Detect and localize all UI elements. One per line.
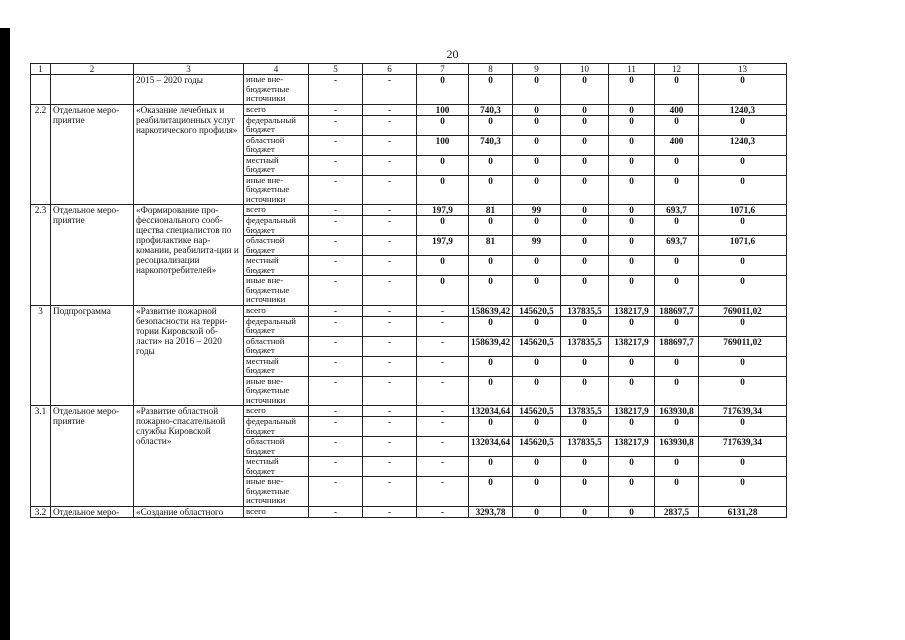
program-name: «Оказание лечебных и реабилитационных услуг наркотического профиля» [134,104,244,205]
funding-source: местный бюджет [244,457,309,477]
program-name: «Развитие пожарной безопасности на терри-тории Кировской об-ласти» на 2016 – 2020 годы [134,305,244,406]
amount-cell: 0 [561,75,609,105]
amount-cell: 0 [699,276,787,306]
amount-cell: 158639,42 [469,336,513,356]
amount-cell: 0 [469,75,513,105]
amount-cell: - [363,305,417,316]
amount-cell: 100 [417,135,469,155]
amount-cell: - [363,406,417,417]
amount-cell: 0 [609,175,655,205]
amount-cell: - [309,316,363,336]
amount-cell: - [309,506,363,517]
column-number: 12 [655,64,699,75]
row-number [31,75,51,105]
amount-cell: 400 [655,135,699,155]
amount-cell: - [363,437,417,457]
event-type [51,75,134,105]
amount-cell: - [417,316,469,336]
amount-cell: 132034,64 [469,406,513,417]
amount-cell: - [363,75,417,105]
amount-cell: 0 [655,316,699,336]
amount-cell: - [309,104,363,115]
amount-cell: 0 [699,376,787,406]
amount-cell: 0 [699,75,787,105]
amount-cell: 145620,5 [513,336,561,356]
column-number: 7 [417,64,469,75]
amount-cell: 0 [609,316,655,336]
amount-cell: 3293,78 [469,506,513,517]
amount-cell: 163930,8 [655,406,699,417]
table-body [31,64,787,518]
funding-source: местный бюджет [244,256,309,276]
amount-cell: - [309,356,363,376]
amount-cell: - [363,356,417,376]
column-number: 9 [513,64,561,75]
row-number: 3 [31,305,51,406]
funding-source: всего [244,104,309,115]
amount-cell: 0 [609,75,655,105]
row-number: 2.3 [31,205,51,306]
amount-cell: - [309,175,363,205]
amount-cell: 163930,8 [655,437,699,457]
amount-cell: 99 [513,205,561,216]
amount-cell: 0 [609,205,655,216]
amount-cell: - [309,236,363,256]
funding-source: иные вне-бюджетные источники [244,175,309,205]
funding-source: иные вне-бюджетные источники [244,276,309,306]
amount-cell: 0 [417,155,469,175]
funding-source: всего [244,205,309,216]
amount-cell: 197,9 [417,236,469,256]
amount-cell: 0 [655,417,699,437]
amount-cell: 0 [513,276,561,306]
amount-cell: 0 [513,155,561,175]
amount-cell: 0 [609,104,655,115]
amount-cell: 0 [609,506,655,517]
amount-cell: 740,3 [469,135,513,155]
amount-cell: - [309,75,363,105]
amount-cell: 0 [609,135,655,155]
amount-cell: 769011,02 [699,336,787,356]
amount-cell: 0 [655,175,699,205]
funding-source: иные вне-бюджетные источники [244,477,309,507]
amount-cell: 137835,5 [561,406,609,417]
amount-cell: 0 [609,457,655,477]
amount-cell: 0 [513,256,561,276]
table-row [31,406,787,417]
amount-cell: - [363,155,417,175]
amount-cell: - [309,135,363,155]
amount-cell: 0 [561,175,609,205]
amount-cell: 0 [469,175,513,205]
amount-cell: 99 [513,236,561,256]
funding-source: областной бюджет [244,135,309,155]
amount-cell: 145620,5 [513,305,561,316]
amount-cell: 0 [469,316,513,336]
amount-cell: 0 [655,457,699,477]
scan-margin-bar [0,28,10,640]
amount-cell: - [309,457,363,477]
table-row [31,75,787,105]
program-name: «Формирование про-фессионального сооб-щества специалистов по профилактике нар-комании, реабилита-ции и ресоциализации наркопотребителей» [134,205,244,306]
amount-cell: 0 [513,356,561,376]
amount-cell: 0 [417,75,469,105]
amount-cell: 0 [513,506,561,517]
amount-cell: 188697,7 [655,336,699,356]
amount-cell: 1071,6 [699,236,787,256]
amount-cell: 0 [513,135,561,155]
row-number: 3.2 [31,506,51,517]
amount-cell: - [363,205,417,216]
funding-source: всего [244,506,309,517]
amount-cell: 0 [609,417,655,437]
amount-cell: 138217,9 [609,406,655,417]
amount-cell: 0 [561,135,609,155]
amount-cell: 0 [513,457,561,477]
amount-cell: 0 [513,115,561,135]
event-type: Отдельное меро-приятие [51,104,134,205]
amount-cell: 137835,5 [561,336,609,356]
page-number: 20 [446,47,459,61]
amount-cell: 717639,34 [699,437,787,457]
amount-cell: 145620,5 [513,437,561,457]
amount-cell: 137835,5 [561,437,609,457]
program-name: 2015 – 2020 годы [134,75,244,105]
amount-cell: - [363,417,417,437]
amount-cell: 1240,3 [699,135,787,155]
amount-cell: 0 [699,216,787,236]
amount-cell: 0 [561,155,609,175]
amount-cell: 100 [417,104,469,115]
amount-cell: 0 [513,417,561,437]
funding-source: федеральный бюджет [244,115,309,135]
table-row [31,104,787,115]
amount-cell: 0 [561,477,609,507]
amount-cell: - [417,477,469,507]
amount-cell: - [417,457,469,477]
amount-cell: 0 [417,276,469,306]
amount-cell: - [309,477,363,507]
amount-cell: 1071,6 [699,205,787,216]
amount-cell: - [309,216,363,236]
amount-cell: 400 [655,104,699,115]
amount-cell: 769011,02 [699,305,787,316]
amount-cell: - [417,376,469,406]
amount-cell: 0 [655,155,699,175]
amount-cell: 137835,5 [561,305,609,316]
amount-cell: 0 [513,316,561,336]
column-number: 11 [609,64,655,75]
amount-cell: 197,9 [417,205,469,216]
amount-cell: 0 [699,316,787,336]
amount-cell: 138217,9 [609,437,655,457]
column-number: 4 [244,64,309,75]
amount-cell: - [309,155,363,175]
column-number: 6 [363,64,417,75]
amount-cell: - [309,256,363,276]
amount-cell: 717639,34 [699,406,787,417]
amount-cell: 145620,5 [513,406,561,417]
amount-cell: 0 [469,457,513,477]
amount-cell: - [363,104,417,115]
amount-cell: 0 [469,256,513,276]
amount-cell: 0 [655,75,699,105]
event-type: Отдельное меро-приятие [51,406,134,507]
amount-cell: 0 [609,236,655,256]
amount-cell: 0 [609,376,655,406]
row-number: 3.1 [31,406,51,507]
amount-cell: 0 [561,457,609,477]
amount-cell: 0 [561,216,609,236]
amount-cell: - [363,376,417,406]
amount-cell: 0 [699,457,787,477]
amount-cell: - [363,276,417,306]
amount-cell: 0 [561,316,609,336]
amount-cell: - [309,376,363,406]
amount-cell: - [363,135,417,155]
column-number: 2 [51,64,134,75]
event-type: Подпрограмма [51,305,134,406]
amount-cell: 188697,7 [655,305,699,316]
amount-cell: 0 [469,356,513,376]
amount-cell: - [363,236,417,256]
amount-cell: 0 [561,104,609,115]
funding-source: иные вне-бюджетные источники [244,75,309,105]
amount-cell: - [363,115,417,135]
amount-cell: 0 [699,175,787,205]
amount-cell: 138217,9 [609,305,655,316]
amount-cell: 0 [655,376,699,406]
column-number-row [31,64,787,75]
amount-cell: - [309,205,363,216]
table-row [31,305,787,316]
amount-cell: 0 [469,376,513,406]
amount-cell: 0 [561,256,609,276]
amount-cell: 0 [609,155,655,175]
amount-cell: 0 [561,506,609,517]
column-number: 3 [134,64,244,75]
amount-cell: - [309,276,363,306]
amount-cell: 0 [655,216,699,236]
amount-cell: - [309,417,363,437]
amount-cell: 0 [609,216,655,236]
amount-cell: 0 [561,276,609,306]
amount-cell: 0 [513,477,561,507]
amount-cell: - [363,457,417,477]
amount-cell: - [417,356,469,376]
amount-cell: 0 [699,417,787,437]
amount-cell: 0 [609,356,655,376]
amount-cell: 158639,42 [469,305,513,316]
amount-cell: 0 [655,356,699,376]
amount-cell: - [363,256,417,276]
event-type: Отдельное меро-приятие [51,205,134,306]
amount-cell: 0 [561,356,609,376]
amount-cell: 0 [513,75,561,105]
column-number: 13 [699,64,787,75]
amount-cell: 0 [699,356,787,376]
column-number: 8 [469,64,513,75]
funding-source: федеральный бюджет [244,417,309,437]
amount-cell: 0 [469,477,513,507]
amount-cell: - [363,506,417,517]
amount-cell: 0 [417,216,469,236]
amount-cell: 0 [609,256,655,276]
funding-source: областной бюджет [244,336,309,356]
event-type: Отдельное меро- [51,506,134,517]
amount-cell: 0 [417,115,469,135]
budget-table [30,63,787,518]
amount-cell: 0 [609,276,655,306]
program-name: «Создание областного [134,506,244,517]
column-number: 10 [561,64,609,75]
amount-cell: 693,7 [655,205,699,216]
amount-cell: 0 [699,477,787,507]
amount-cell: 0 [417,175,469,205]
amount-cell: 0 [609,115,655,135]
amount-cell: - [363,175,417,205]
amount-cell: - [417,417,469,437]
amount-cell: 0 [655,477,699,507]
funding-source: местный бюджет [244,356,309,376]
amount-cell: - [309,305,363,316]
amount-cell: 0 [561,376,609,406]
amount-cell: 1240,3 [699,104,787,115]
amount-cell: - [363,216,417,236]
amount-cell: 81 [469,236,513,256]
program-name: «Развитие областной пожарно-спасательной службы Кировской области» [134,406,244,507]
amount-cell: 0 [699,115,787,135]
amount-cell: 0 [417,256,469,276]
amount-cell: - [417,437,469,457]
amount-cell: 0 [469,115,513,135]
amount-cell: 0 [513,376,561,406]
amount-cell: 0 [513,175,561,205]
table-row [31,506,787,517]
amount-cell: 6131,28 [699,506,787,517]
amount-cell: - [309,336,363,356]
amount-cell: 138217,9 [609,336,655,356]
amount-cell: - [417,506,469,517]
amount-cell: - [417,336,469,356]
amount-cell: 0 [655,256,699,276]
amount-cell: - [363,336,417,356]
amount-cell: 0 [469,216,513,236]
table-row [31,205,787,216]
amount-cell: 0 [699,256,787,276]
amount-cell: - [417,305,469,316]
amount-cell: 0 [655,276,699,306]
amount-cell: 0 [609,477,655,507]
column-number: 1 [31,64,51,75]
amount-cell: 0 [513,216,561,236]
amount-cell: - [309,437,363,457]
column-number: 5 [309,64,363,75]
amount-cell: - [309,115,363,135]
amount-cell: 693,7 [655,236,699,256]
amount-cell: 0 [469,417,513,437]
amount-cell: 2837,5 [655,506,699,517]
funding-source: всего [244,406,309,417]
amount-cell: 0 [561,115,609,135]
amount-cell: 0 [469,276,513,306]
funding-source: иные вне-бюджетные источники [244,376,309,406]
funding-source: федеральный бюджет [244,216,309,236]
amount-cell: - [363,316,417,336]
amount-cell: 740,3 [469,104,513,115]
funding-source: областной бюджет [244,437,309,457]
funding-source: местный бюджет [244,155,309,175]
amount-cell: 81 [469,205,513,216]
amount-cell: 0 [655,115,699,135]
amount-cell: 0 [513,104,561,115]
funding-source: всего [244,305,309,316]
amount-cell: - [363,477,417,507]
amount-cell: 132034,64 [469,437,513,457]
amount-cell: - [309,406,363,417]
amount-cell: 0 [561,417,609,437]
amount-cell: - [417,406,469,417]
amount-cell: 0 [561,236,609,256]
row-number: 2.2 [31,104,51,205]
funding-source: федеральный бюджет [244,316,309,336]
amount-cell: 0 [561,205,609,216]
amount-cell: 0 [699,155,787,175]
funding-source: областной бюджет [244,236,309,256]
amount-cell: 0 [469,155,513,175]
